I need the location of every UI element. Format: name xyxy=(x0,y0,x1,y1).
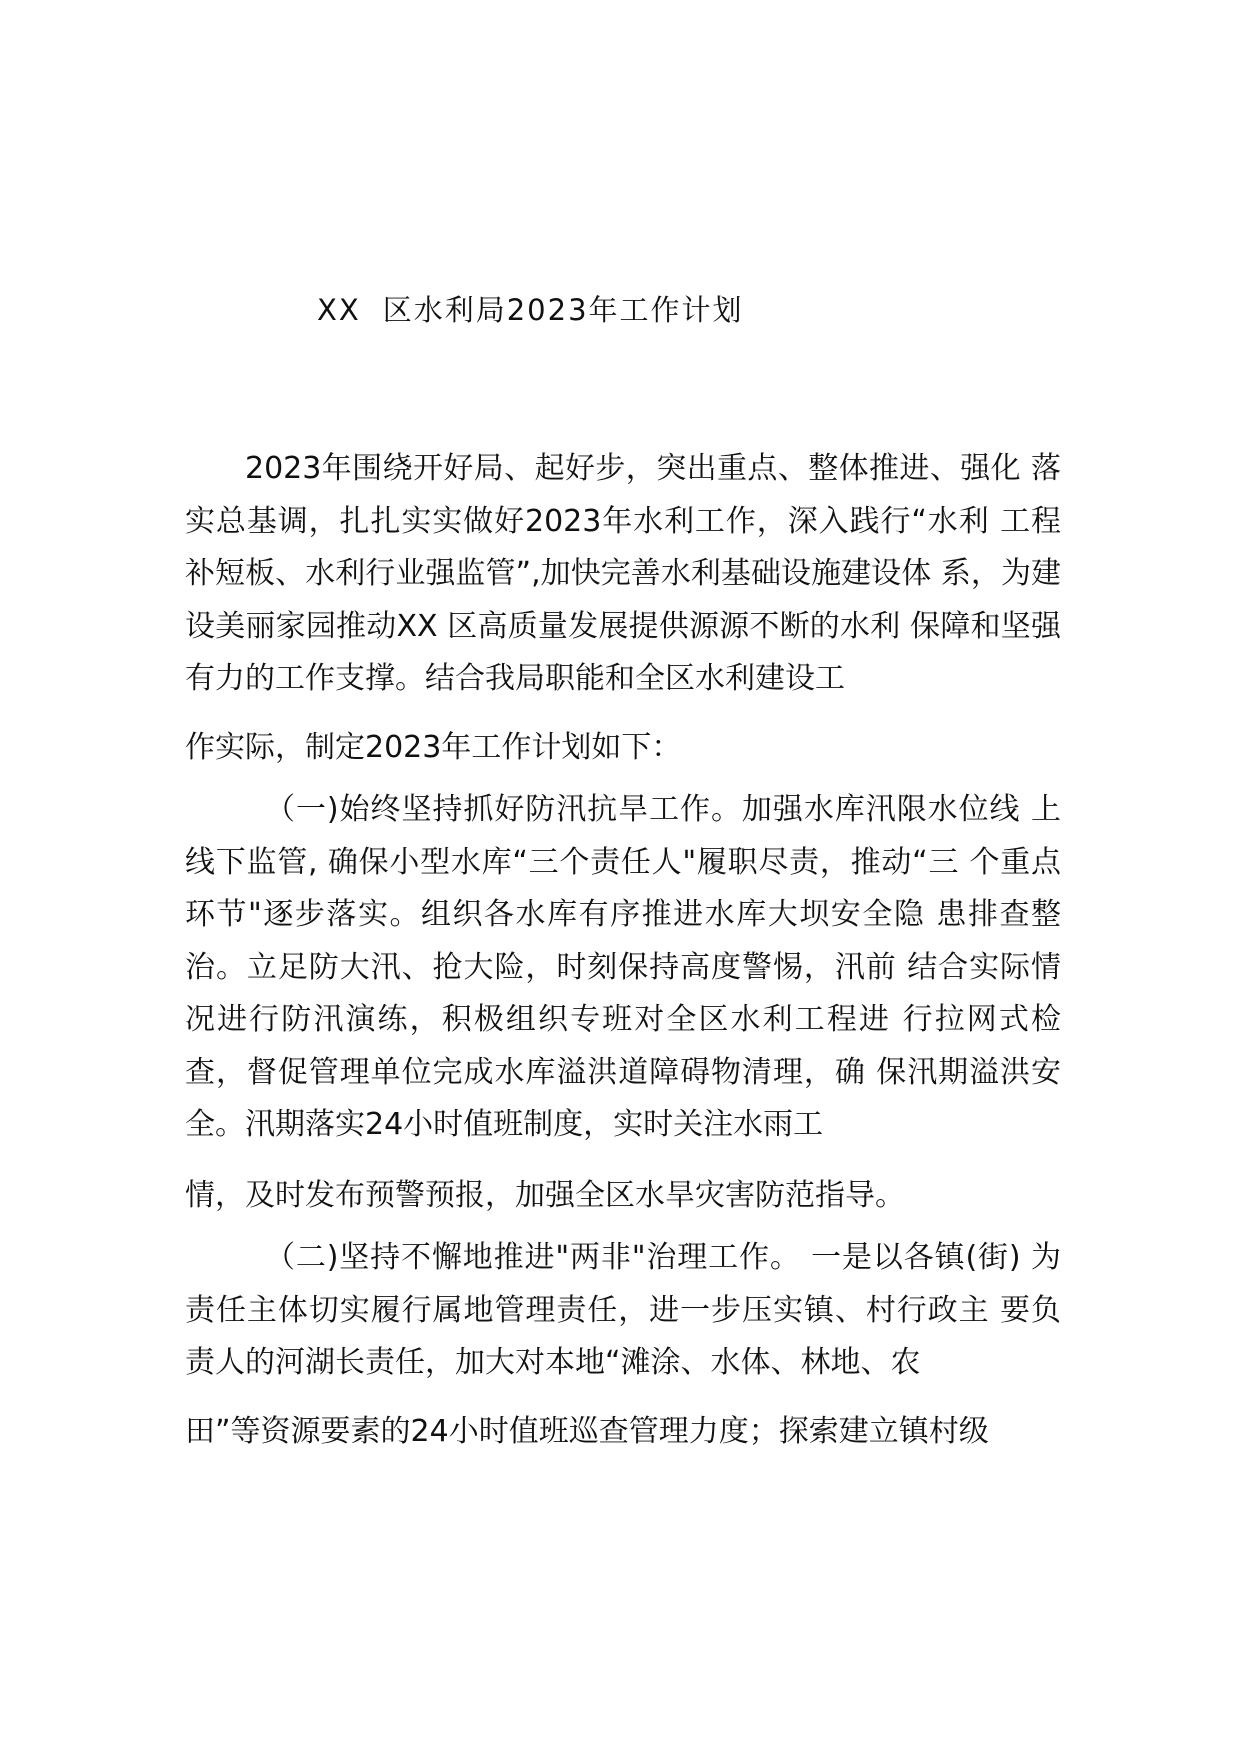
document-title xyxy=(317,288,744,329)
paragraph-section-two-continued: 田”等资源要素的24小时值班巡查管理力度；探索建立镇村级 xyxy=(185,1414,989,1449)
paragraph-section-two: （二)坚持不懈地推进"两非"治理工作。 一是以各镇(街) 为责任主体切实履行属地管理责任，进一步压实镇、村行政主 要负责人的河湖长责任，加大对本地“滩涂、水体、林地、农 xyxy=(185,1240,1061,1380)
paragraph-section-one-end: 情，及时发布预警预报，加强全区水旱灾害防范指导。 xyxy=(185,1178,905,1213)
title-prefix: XX xyxy=(317,293,361,327)
title-main: 区水利局2023年工作计划 xyxy=(382,293,744,327)
paragraph-intro-end: 作实际，制定2023年工作计划如下： xyxy=(185,730,682,765)
paragraph-section-one: （一)始终坚持抓好防汛抗旱工作。加强水库汛限水位线 上线下监管, 确保小型水库“三个责任人"履职尽责，推动“三 个重点环节"逐步落实。组织各水库有序推进水库大坝安全隐 患排查整治。立足防大汛、抢大险，时刻保持高度警惕，汛前 结合实际情况进行防汛演练，积极组织专班对全区水利工程进 行拉网式检查，督促管理单位完成水库溢洪道障碍物清理，确 保汛期溢洪安全。汛期落实24小时值班制度，实时关注水雨工 xyxy=(185,792,1061,1142)
paragraph-intro: 2023年围绕开好局、起好步，突出重点、整体推进、强化 落实总基调，扎扎实实做好2023年水利工作，深入践行“水利 工程补短板、水利行业强监管”,加快完善水利基础设施建设体 系，为建设美丽家园推动XX 区高质量发展提供源源不断的水利 保障和坚强有力的工作支撑。结合我局职能和全区水利建设工 xyxy=(185,451,1061,696)
